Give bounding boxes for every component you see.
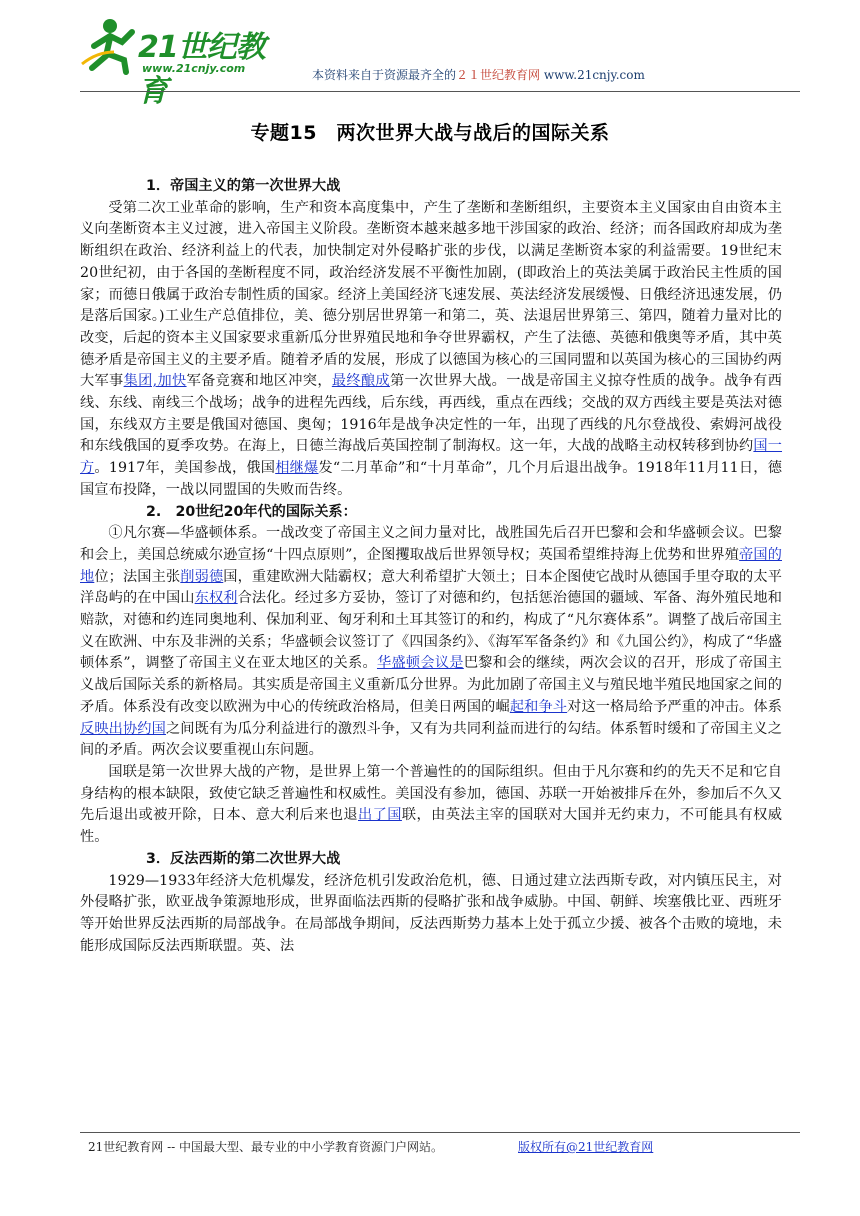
section-heading: 2. 20世纪20年代的国际关系： bbox=[146, 503, 357, 520]
inline-link[interactable]: 相继爆 bbox=[275, 460, 319, 477]
inline-link[interactable]: 帝国的地 bbox=[80, 546, 782, 585]
header-note-site[interactable]: ２１世纪教育网 bbox=[456, 68, 541, 82]
section-heading: 3．反法西斯的第二次世界大战 bbox=[146, 850, 341, 867]
paragraph-text: ①凡尔赛—华盛顿体系。一战改变了帝国主义之间力量对比，战胜国先后召开巴黎和会和华盛顿会议。巴黎和会上，美国总统威尔逊宣扬“十四点原则”，企图攫取战后世界领导权；英国希望维持海上优势和世界殖 bbox=[80, 525, 782, 563]
inline-link[interactable]: 削弱德 bbox=[180, 568, 224, 585]
section-heading: 1．帝国主义的第一次世界大战 bbox=[146, 178, 341, 194]
header-note bbox=[312, 66, 645, 83]
header-note-url[interactable]: www.21cnjy.com bbox=[543, 68, 645, 82]
paragraph-text: 国联是第一次世界大战的产物，是世界上第一个普遍性的的国际组织。但由于凡尔赛和约的先天不足和它自身结构的根本缺限，致使它缺乏普遍性和权威性。美国没有参加，德国、苏联一开始被排斥在外，参加后不久又先后退出或被开除，日本、意大利后来也退 bbox=[80, 763, 782, 824]
inline-link[interactable]: 集团,加快 bbox=[123, 373, 187, 390]
paragraph-text: 对这一格局给予严重的冲击。体系 bbox=[567, 698, 782, 715]
inline-link[interactable]: 华盛顿会议是 bbox=[376, 655, 464, 672]
footer-text: 21世纪教育网 -- 中国最大型、最专业的中小学教育资源门户网站。 bbox=[88, 1140, 444, 1154]
inline-link[interactable]: 东权利 bbox=[194, 590, 238, 607]
page-title: 专题15 两次世界大战与战后的国际关系 bbox=[250, 122, 610, 144]
paragraph bbox=[80, 762, 782, 849]
footer-divider bbox=[80, 1132, 800, 1133]
runner-logo-icon bbox=[80, 16, 142, 76]
inline-link[interactable]: 出了国 bbox=[358, 807, 402, 824]
paragraph-text: 受第二次工业革命的影响，生产和资本高度集中，产生了垄断和垄断组织，主要资本主义国家由自由资本主义向垄断资本主义过渡，进入帝国主义阶段。垄断资本越来越多地干涉国家的政治、经济；而各国政府却成为垄断组织在政治、经济利益上的代表，加快制定对外侵略扩张的步伐，以满足垄断资本家的利益需要。19世纪末20世纪初，由于各国的垄断程度不同，政治经济发展不平衡性加剧，(即政治上的英法美属于政治民主性质的国家；而德日俄属于政治专制性质的国家。经济上美国经济飞速发展、英法经济发展缓慢、日俄经济迅速发展，仍是落后国家。)工业生产总值排位，美、德分别居世界第一和第二，英、法退居世界第三、第四，随着力量对比的改变，后起的资本主义国家要求重新瓜分世界殖民地和争夺世界霸权，产生了法德、英德和俄奥等矛盾，其中英德矛盾是帝国主义的主要矛盾。随着矛盾的发展，形成了以德国为核心的三国同盟和以英国为核心的三国协约两大军事 bbox=[80, 199, 782, 390]
paragraph-text: 之间既有为瓜分利益进行的激烈斗争，又有为共同利益而进行的勾结。体系暂时缓和了帝国主义之间的矛盾。两次会议要重视山东问题。 bbox=[80, 720, 782, 759]
logo-text: 21世纪教育 bbox=[138, 30, 265, 109]
page-footer bbox=[88, 1138, 654, 1155]
header-divider bbox=[80, 91, 800, 92]
inline-link[interactable]: 国一方 bbox=[80, 438, 783, 477]
paragraph bbox=[80, 523, 782, 762]
site-logo[interactable] bbox=[80, 16, 290, 109]
inline-link[interactable]: 起和争斗 bbox=[509, 698, 568, 715]
header-note-prefix: 本资料来自于资源最齐全的 bbox=[312, 68, 457, 82]
paragraph-text: 发“二月革命”和“十月革命”，几个月后退出战争。1918年11月11日，德国宣布投降，一战以同盟国的失败而告终。 bbox=[80, 460, 782, 498]
paragraph-text: 巴黎和会的继续，两次会议的召开，形成了帝国主义战后国际关系的新格局。其实质是帝国主义重新瓜分世界。为此加剧了帝国主义与殖民地半殖民地国家之间的矛盾。体系没有改变以欧洲为中心的传统政治格局，但美日两国的崛 bbox=[80, 655, 783, 715]
paragraph-text: 国，重建欧洲大陆霸权；意大利希望扩大领土；日本企图使它战时从德国手里夺取的太平洋岛屿的在中国山 bbox=[80, 568, 782, 607]
paragraph-text: 第一次世界大战。一战是帝国主义掠夺性质的战争。战争有西线、东线、南线三个战场；战争的进程先西线，后东线，再西线，重点在西线；交战的双方西线主要是英法对德国，东线双方主要是俄国对德国、奥匈；1916年是战争决定性的一年，出现了西线的凡尔登战役、索姆河战役和东线俄国的夏季攻势。在海上，日德兰海战后英国控制了制海权。这一年，大战的战略主动权转移到协约 bbox=[80, 373, 782, 455]
paragraph bbox=[80, 871, 782, 958]
footer-copyright-link[interactable]: 版权所有@21世纪教育网 bbox=[518, 1140, 654, 1154]
page-header bbox=[80, 16, 800, 109]
paragraph-text: 联，由英法主宰的国联对大国并无约束力，不可能具有权威性。 bbox=[80, 807, 783, 846]
logo-url: www.21cnjy.com bbox=[142, 62, 246, 75]
inline-link[interactable]: 反映出协约国 bbox=[80, 720, 166, 737]
document-body bbox=[80, 176, 782, 957]
paragraph bbox=[80, 198, 782, 502]
paragraph-text: 1929—1933年经济大危机爆发，经济危机引发政治危机，德、日通过建立法西斯专政，对内镇压民主，对外侵略扩张，欧亚战争策源地形成，世界面临法西斯的侵略扩张和战争威胁。中国、朝鲜、埃塞俄比亚、西班牙等开始世界反法西斯的局部战争。在局部战争期间，反法西斯势力基本上处于孤立少援、被各个击败的境地，未能形成国际反法西斯联盟。英、法 bbox=[80, 872, 782, 954]
paragraph-text: 军备竞赛和地区冲突， bbox=[186, 373, 332, 390]
inline-link[interactable]: 最终酿成 bbox=[331, 373, 390, 390]
paragraph-text: 位；法国主张 bbox=[94, 568, 181, 585]
paragraph-text: 。1917年，美国参战，俄国 bbox=[94, 460, 276, 477]
paragraph-text: 合法化。经过多方妥协，签订了对德和约，包括惩治德国的疆域、军备、海外殖民地和赔款，对德和约连同奥地利、保加利亚、匈牙利和土耳其签订的和约，构成了“凡尔赛体系”。调整了战后帝国主义在欧洲、中东及非洲的关系；华盛顿会议签订了《四国条约》、《海军军备条约》和《九国公约》，构成了“华盛顿体系”，调整了帝国主义在亚太地区的关系。 bbox=[80, 590, 782, 672]
